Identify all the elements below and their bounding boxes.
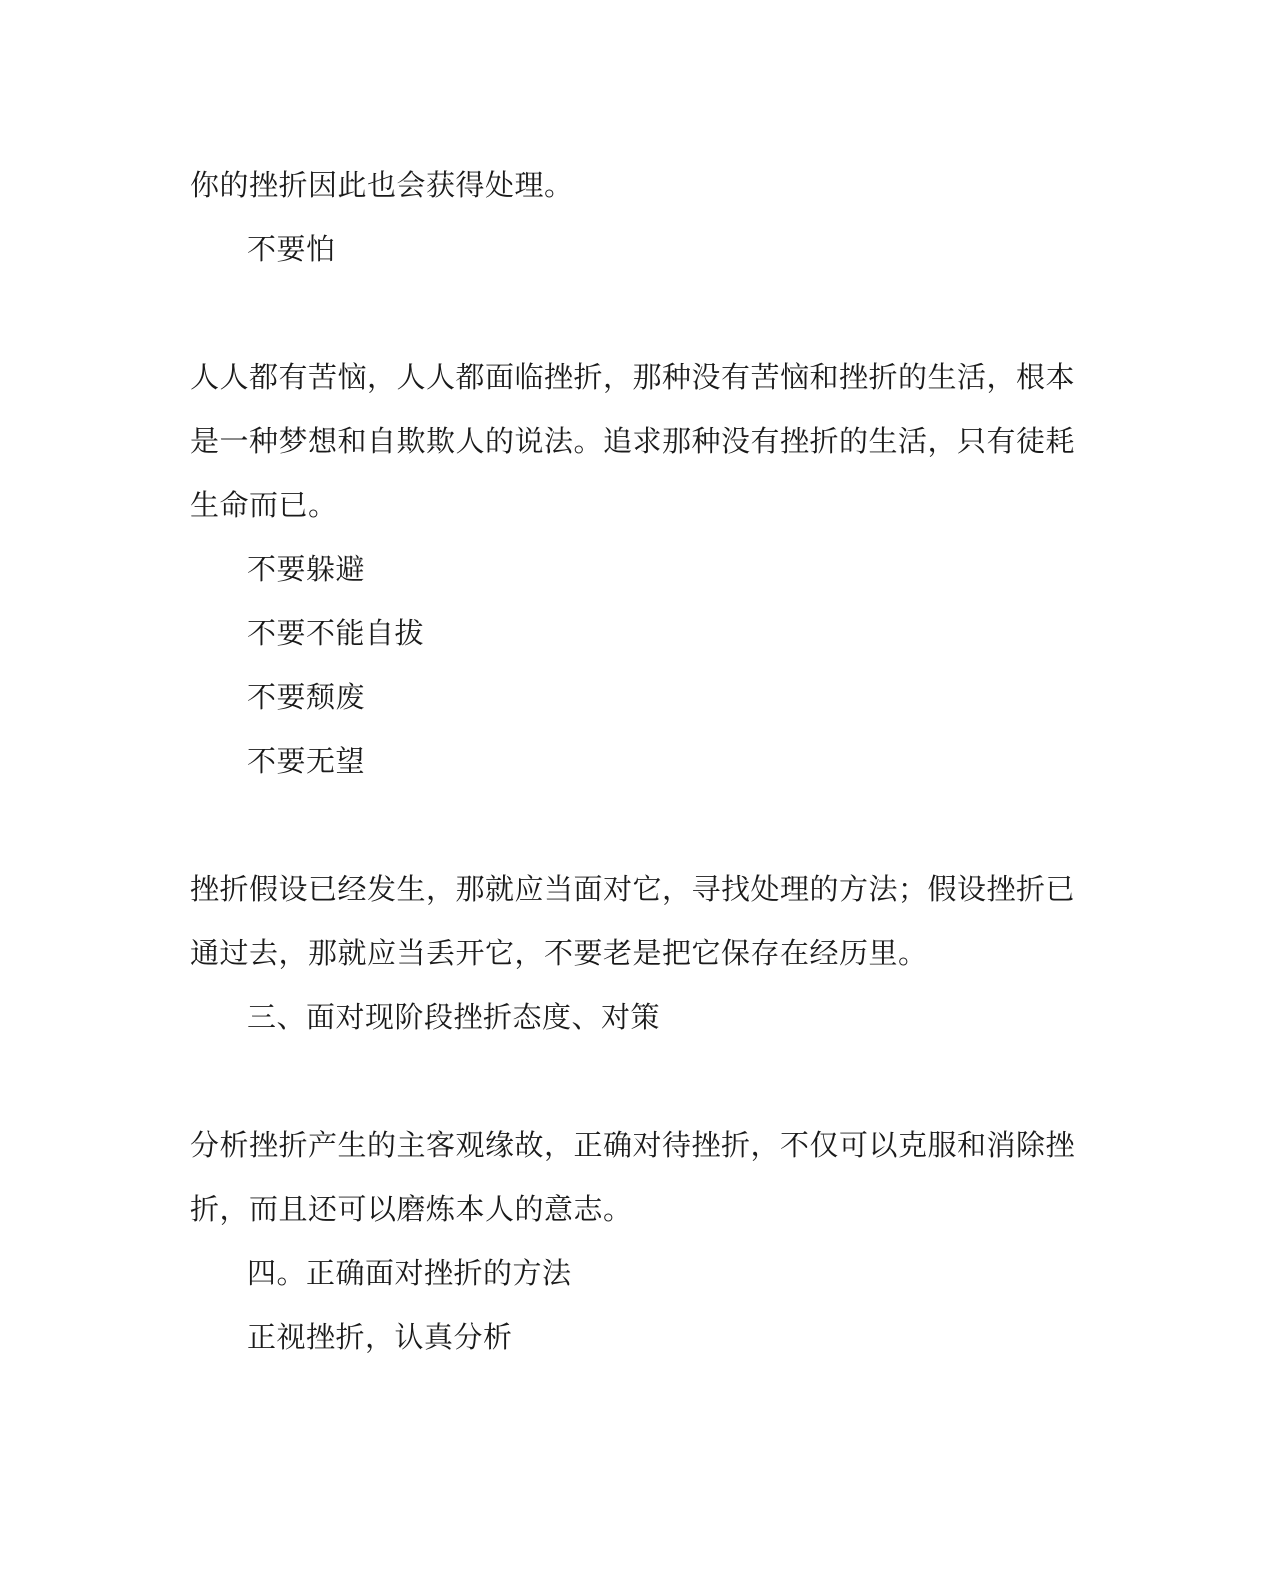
heading-line: 不要无望	[247, 744, 366, 778]
paragraph-line: 折，而且还可以磨炼本人的意志。	[190, 1192, 633, 1226]
heading-line: 不要颓废	[247, 680, 366, 714]
heading-line: 不要不能自拔	[247, 616, 425, 650]
heading-line: 正视挫折，认真分析	[247, 1320, 513, 1354]
heading-line: 不要躲避	[247, 552, 366, 586]
paragraph-line: 生命而已。	[190, 488, 338, 522]
paragraph-line: 挫折假设已经发生，那就应当面对它，寻找处理的方法；假设挫折已	[190, 872, 1076, 906]
paragraph-line: 你的挫折因此也会获得处理。	[190, 168, 574, 202]
section-heading: 四。正确面对挫折的方法	[247, 1256, 572, 1290]
paragraph-line: 通过去，那就应当丢开它，不要老是把它保存在经历里。	[190, 936, 928, 970]
paragraph-line: 是一种梦想和自欺欺人的说法。追求那种没有挫折的生活，只有徒耗	[190, 424, 1076, 458]
heading-line: 不要怕	[247, 232, 336, 266]
section-heading: 三、面对现阶段挫折态度、对策	[247, 1000, 661, 1034]
paragraph-line: 人人都有苦恼，人人都面临挫折，那种没有苦恼和挫折的生活，根本	[190, 360, 1076, 394]
paragraph-line: 分析挫折产生的主客观缘故，正确对待挫折，不仅可以克服和消除挫	[190, 1128, 1076, 1162]
